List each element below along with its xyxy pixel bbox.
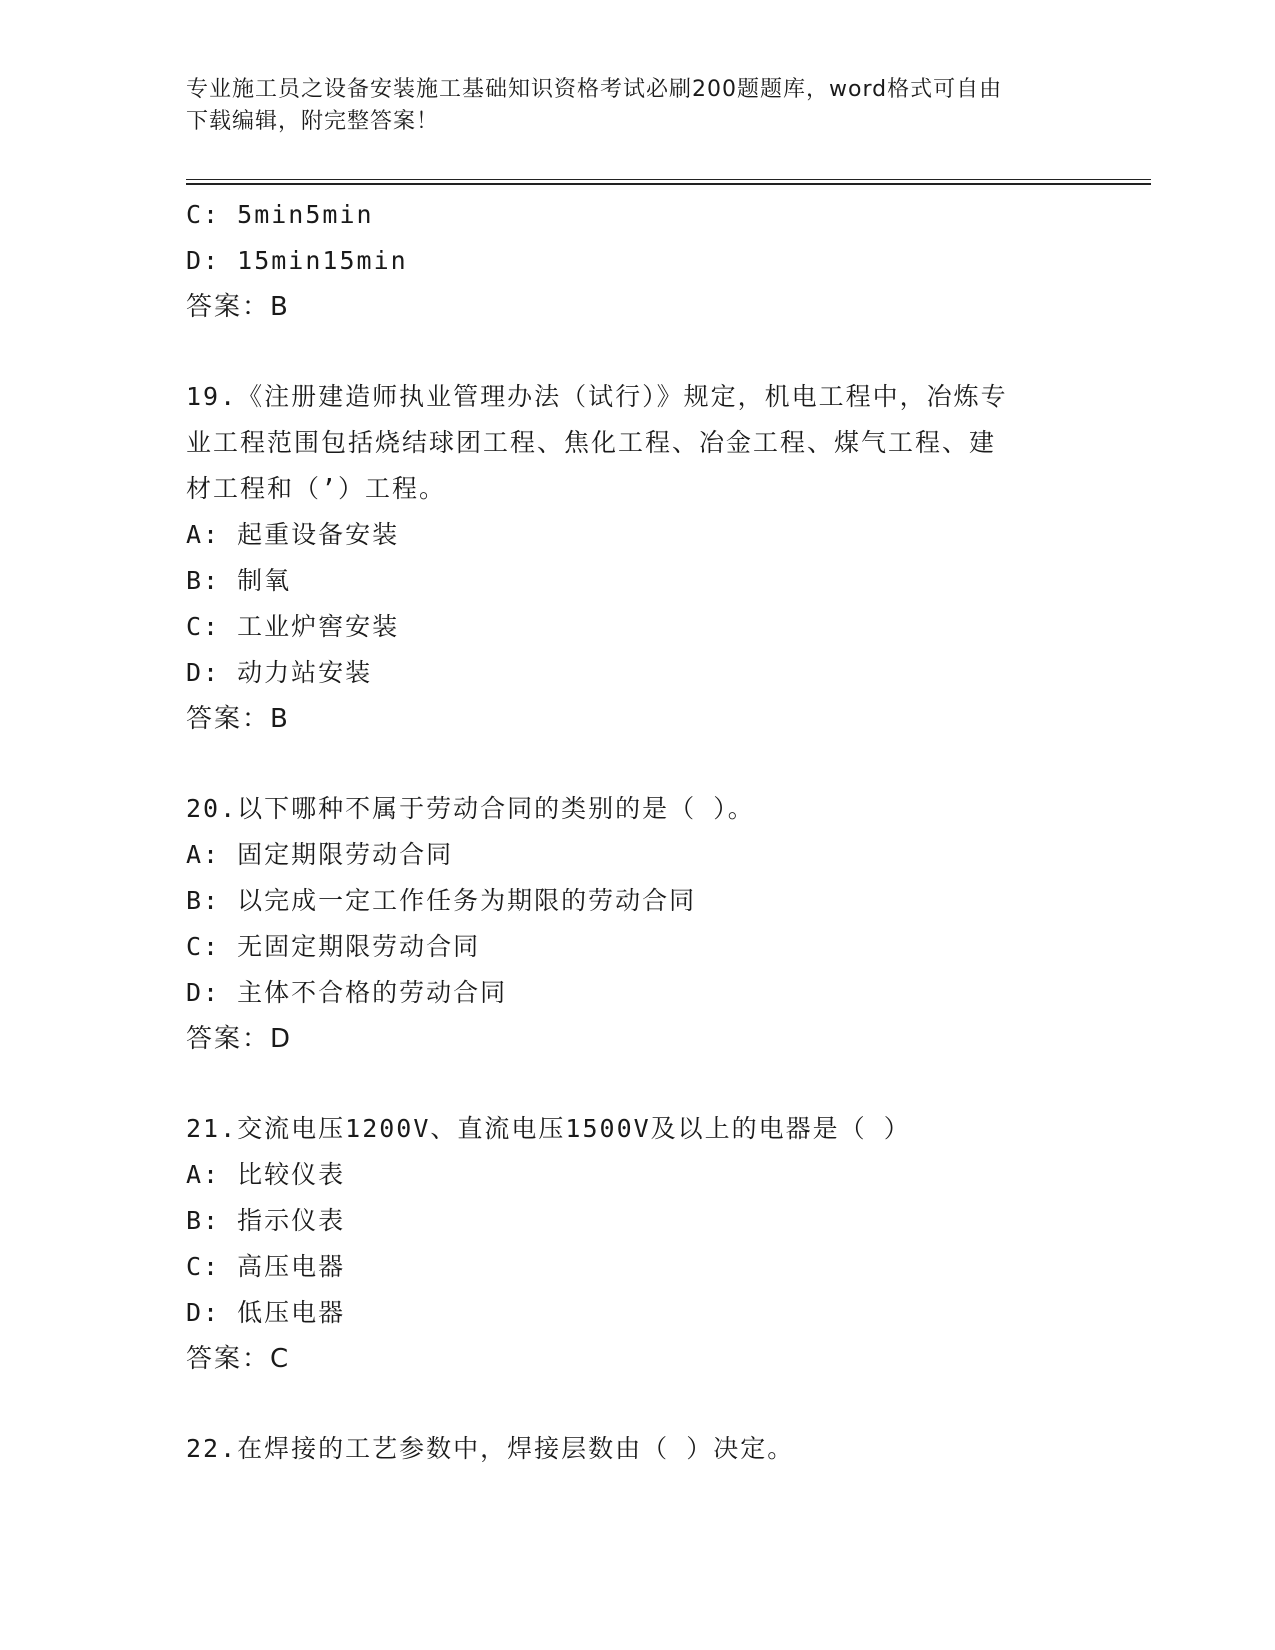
option-a: A: 起重设备安装 [186,520,400,549]
option-b: B: 以完成一定工作任务为期限的劳动合同 [186,886,697,915]
answer-label: 答案：C [186,1344,291,1374]
spacer [186,1382,1086,1426]
option-d: D: 主体不合格的劳动合同 [186,978,508,1007]
question-block-21 [186,1106,1086,1382]
option-c: C: 工业炉窖安装 [186,612,400,641]
question-block-prev [186,192,1086,330]
answer-label: 答案：B [186,704,290,734]
question-text-line: 业工程范围包括烧结球团工程、焦化工程、冶金工程、煤气工程、建 [186,428,997,457]
question-text: 21.交流电压1200V、直流电压1500V及以上的电器是（ ） [186,1114,911,1143]
question-block-22 [186,1426,1086,1472]
option-a: A: 比较仪表 [186,1160,346,1189]
answer-label: 答案：B [186,292,290,322]
question-block-20 [186,786,1086,1062]
question-list [186,192,1086,1472]
header-line-1: 专业施工员之设备安装施工基础知识资格考试必刷200题题库，word格式可自由 [186,77,1003,102]
question-text: 20.以下哪种不属于劳动合同的类别的是（ ）。 [186,794,755,823]
spacer [186,330,1086,374]
option-c: C: 高压电器 [186,1252,346,1281]
option-c: C: 5min5min [186,200,374,229]
header-rule-thin [186,179,1151,180]
option-d: D: 动力站安装 [186,658,373,687]
option-c: C: 无固定期限劳动合同 [186,932,481,961]
option-d: D: 低压电器 [186,1298,346,1327]
page-header [186,74,1086,138]
spacer [186,1062,1086,1106]
header-line-2: 下载编辑，附完整答案！ [186,109,440,134]
question-text-line: 材工程和（’）工程。 [186,474,447,503]
answer-label: 答案：D [186,1024,293,1054]
option-d: D: 15min15min [186,246,408,275]
option-a: A: 固定期限劳动合同 [186,840,454,869]
option-b: B: 制氧 [186,566,292,595]
option-b: B: 指示仪表 [186,1206,346,1235]
spacer [186,742,1086,786]
question-text-line: 19.《注册建造师执业管理办法（试行）》规定，机电工程中，冶炼专 [186,382,1008,411]
header-rule-thick [186,183,1151,185]
question-block-19 [186,374,1086,742]
question-text: 22.在焊接的工艺参数中，焊接层数由（ ）决定。 [186,1434,795,1463]
